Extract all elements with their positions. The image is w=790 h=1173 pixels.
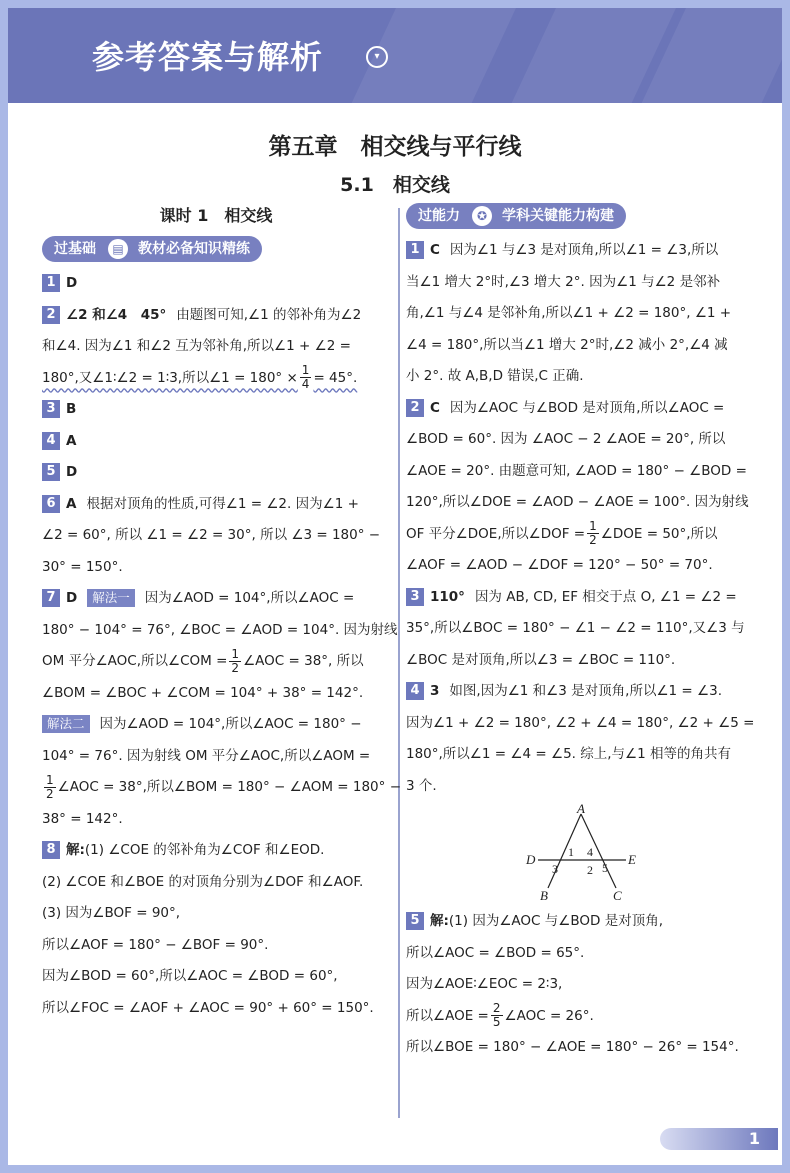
answer-label: 解:: [430, 913, 449, 929]
text-span: OF 平分∠DOE,所以∠DOF =: [406, 525, 586, 542]
angle-label-4: 4: [587, 845, 593, 859]
text-line: 所以∠AOF = 180° − ∠BOF = 90°.: [42, 936, 269, 953]
question-number: 7: [42, 589, 60, 607]
lesson-title: 课时 1 相交线: [159, 206, 273, 225]
text-line: ∠BOD = 60°. 因为 ∠AOC − 2 ∠AOE = 20°, 所以: [406, 431, 726, 447]
question-number: 8: [42, 841, 60, 859]
text-line: 当∠1 增大 2°时,∠3 增大 2°. 因为∠1 与∠2 是邻补: [406, 273, 721, 290]
answer-choice: A: [66, 432, 77, 449]
angle-label-3: 3: [552, 862, 558, 876]
text-line: ∠BOM = ∠BOC + ∠COM = 104° + 38° = 142°.: [42, 684, 364, 701]
text-line: 根据对顶角的性质,可得∠1 = ∠2. 因为∠1 +: [86, 495, 359, 512]
answer-choice: C: [430, 242, 440, 258]
answer-6: [42, 489, 390, 521]
answer-3: [406, 582, 756, 614]
text-span: 所以∠AOE =: [406, 1007, 489, 1024]
question-number: 2: [42, 306, 60, 324]
left-column: [42, 200, 402, 1024]
answer-4: [42, 426, 390, 458]
text-line: 因为∠BOD = 60°,所以∠AOC = ∠BOD = 60°,: [42, 968, 338, 984]
geometry-diagram: [406, 802, 756, 906]
text-line: (1) ∠COE 的邻补角为∠COF 和∠EOD.: [84, 842, 325, 858]
answer-choice: D: [66, 590, 78, 606]
text-line: [42, 709, 390, 741]
fraction: [44, 774, 56, 801]
intersecting-lines-figure: [406, 802, 756, 906]
label-C: C: [613, 888, 622, 903]
text-line: 104° = 76°. 因为射线 OM 平分∠AOC,所以∠AOM =: [42, 747, 371, 764]
banner-subtitle: 教材必备知识精练: [138, 241, 250, 257]
question-number: 4: [406, 682, 424, 700]
text-line: ∠2 = 60°, 所以 ∠1 = ∠2 = 30°, 所以 ∠3 = 180° −: [42, 527, 381, 543]
answer-8: [42, 835, 390, 867]
fraction-denominator: 2: [46, 786, 54, 801]
label-E: E: [628, 852, 636, 867]
text-line: 35°,所以∠BOC = 180° − ∠1 − ∠2 = 110°,又∠3 与: [406, 620, 745, 636]
right-column: [406, 200, 756, 1064]
fraction-denominator: 5: [492, 1015, 501, 1029]
method-tag: 解法二: [42, 715, 90, 733]
fraction: [229, 648, 241, 675]
fraction-numerator: 1: [301, 363, 310, 377]
text-span: 因为∠AOD = 104°,所以∠AOC = 180° −: [99, 716, 362, 732]
text-line: [406, 519, 756, 551]
text-line: [42, 363, 390, 395]
text-line: [406, 1001, 756, 1033]
answer-2: [406, 393, 756, 425]
text-span: ∠DOE = 50°,所以: [600, 525, 718, 542]
text-span: ∠AOC = 38°, 所以: [243, 653, 364, 669]
text-line: 180° − 104° = 76°, ∠BOC = ∠AOD = 104°. 因为射线: [42, 621, 398, 638]
label-B: B: [540, 888, 548, 903]
text-span: OM 平分∠AOC,所以∠COM =: [42, 653, 228, 669]
question-number: 3: [406, 588, 424, 606]
text-span: = 45°.: [313, 369, 358, 386]
page-number-tab: [660, 1128, 778, 1150]
ability-banner: [406, 203, 626, 229]
answer-2: [42, 300, 390, 332]
column-divider: [398, 208, 400, 1118]
text-line: 如图,因为∠1 和∠3 是对顶角,所以∠1 = ∠3.: [449, 683, 723, 699]
answer-choice: ∠2 和∠4 45°: [66, 306, 167, 323]
fraction: [587, 520, 599, 547]
fraction-denominator: 2: [231, 660, 240, 675]
text-line: [42, 646, 390, 678]
text-line: ∠4 = 180°,所以当∠1 增大 2°时,∠2 减小 2°,∠4 减: [406, 336, 728, 353]
text-span: 180°,又∠1∶∠2 = 1∶3,所以∠1 = 180° ×: [42, 369, 298, 386]
answer-4: [406, 676, 756, 708]
text-line: 因为∠1 与∠3 是对顶角,所以∠1 = ∠3,所以: [449, 242, 719, 258]
question-number: 1: [406, 241, 424, 259]
question-number: 4: [42, 432, 60, 450]
fraction-numerator: 2: [492, 1001, 501, 1015]
text-line: 120°,所以∠DOE = ∠AOD − ∠AOE = 100°. 因为射线: [406, 494, 749, 510]
page-header: [8, 8, 782, 103]
text-line: 角,∠1 与∠4 是邻补角,所以∠1 + ∠2 = 180°, ∠1 +: [406, 305, 732, 321]
fraction-denominator: 2: [589, 533, 597, 547]
answer-5: [406, 906, 756, 938]
question-number: 5: [406, 912, 424, 930]
question-number: 3: [42, 400, 60, 418]
answer-label: 解:: [66, 842, 85, 858]
answer-choice: C: [430, 399, 440, 416]
fraction-numerator: 1: [589, 519, 597, 533]
basics-banner: [42, 236, 262, 262]
answer-5: [42, 457, 390, 489]
text-line: ∠BOC 是对顶角,所以∠3 = ∠BOC = 110°.: [406, 651, 676, 668]
text-line: 38° = 142°.: [42, 810, 123, 827]
answer-3: [42, 394, 390, 426]
question-number: 1: [42, 274, 60, 292]
banner-label: 过能力: [418, 208, 460, 224]
medal-icon: ✪: [472, 206, 492, 226]
text-line: 因为∠AOD = 104°,所以∠AOC =: [144, 590, 355, 606]
answer-1: [42, 268, 390, 300]
method-tag: 解法一: [87, 589, 135, 607]
answer-choice: A: [66, 495, 77, 512]
fraction-numerator: 1: [46, 772, 54, 787]
answer-choice: 110°: [430, 588, 465, 605]
book-icon: ▤: [108, 239, 128, 259]
answer-7: [42, 583, 390, 615]
page-number: 1: [748, 1129, 760, 1148]
answer-choice: 3: [430, 683, 440, 699]
answer-choice: D: [66, 275, 78, 291]
text-line: 30° = 150°.: [42, 558, 123, 575]
text-line: (3) 因为∠BOF = 90°,: [42, 905, 181, 921]
label-D: D: [526, 852, 536, 867]
answer-1: [406, 235, 756, 267]
fraction: [300, 364, 312, 391]
fraction-numerator: 1: [231, 646, 240, 661]
text-line: 因为∠AOE∶∠EOC = 2∶3,: [406, 976, 563, 992]
answer-choice: B: [66, 401, 77, 417]
fraction-denominator: 4: [301, 377, 310, 391]
angle-label-5: 5: [602, 861, 608, 875]
angle-label-1: 1: [568, 845, 574, 859]
text-line: 所以∠FOC = ∠AOF + ∠AOC = 90° + 60° = 150°.: [42, 999, 374, 1016]
banner-subtitle: 学科关键能力构建: [502, 208, 614, 224]
angle-label-2: 2: [587, 863, 593, 877]
text-line: 因为∠AOC 与∠BOD 是对顶角,所以∠AOC =: [449, 399, 725, 416]
text-line: 180°,所以∠1 = ∠4 = ∠5. 综上,与∠1 相等的角共有: [406, 746, 732, 762]
text-line: ∠AOE = 20°. 由题意可知, ∠AOD = 180° − ∠BOD =: [406, 462, 747, 479]
text-span: ∠AOC = 38°,所以∠BOM = 180° − ∠AOM = 180° −: [57, 779, 402, 795]
question-number: 5: [42, 463, 60, 481]
text-line: 3 个.: [406, 777, 437, 794]
text-line: 所以∠BOE = 180° − ∠AOE = 180° − 26° = 154°.: [406, 1039, 739, 1055]
text-line: (1) 因为∠AOC 与∠BOD 是对顶角,: [448, 913, 663, 929]
text-line: (2) ∠COE 和∠BOE 的对顶角分别为∠DOF 和∠AOF.: [42, 873, 364, 890]
header-title: 参考答案与解析: [92, 38, 324, 76]
text-line: 由题图可知,∠1 的邻补角为∠2: [176, 306, 362, 323]
question-number: 2: [406, 399, 424, 417]
question-number: 6: [42, 495, 60, 513]
text-line: ∠AOF = ∠AOD − ∠DOF = 120° − 50° = 70°.: [406, 557, 713, 573]
chevron-down-circle-icon: ▾: [366, 46, 388, 68]
label-A: A: [577, 802, 585, 816]
text-span: ∠AOC = 26°.: [504, 1007, 594, 1024]
chapter-title: 第五章 相交线与平行线: [268, 134, 522, 160]
banner-label: 过基础: [54, 241, 96, 257]
text-line: 和∠4. 因为∠1 和∠2 互为邻补角,所以∠1 + ∠2 =: [42, 338, 351, 354]
text-line: 因为 AB, CD, EF 相交于点 O, ∠1 = ∠2 =: [474, 588, 737, 605]
text-line: 因为∠1 + ∠2 = 180°, ∠2 + ∠4 = 180°, ∠2 + ∠5 =: [406, 714, 755, 731]
text-line: [42, 772, 402, 804]
fraction: [491, 1002, 503, 1029]
text-line: 所以∠AOC = ∠BOD = 65°.: [406, 944, 585, 961]
section-title: 5.1 相交线: [340, 174, 450, 196]
answer-choice: D: [66, 464, 78, 480]
text-line: 小 2°. 故 A,B,D 错误,C 正确.: [406, 368, 584, 384]
